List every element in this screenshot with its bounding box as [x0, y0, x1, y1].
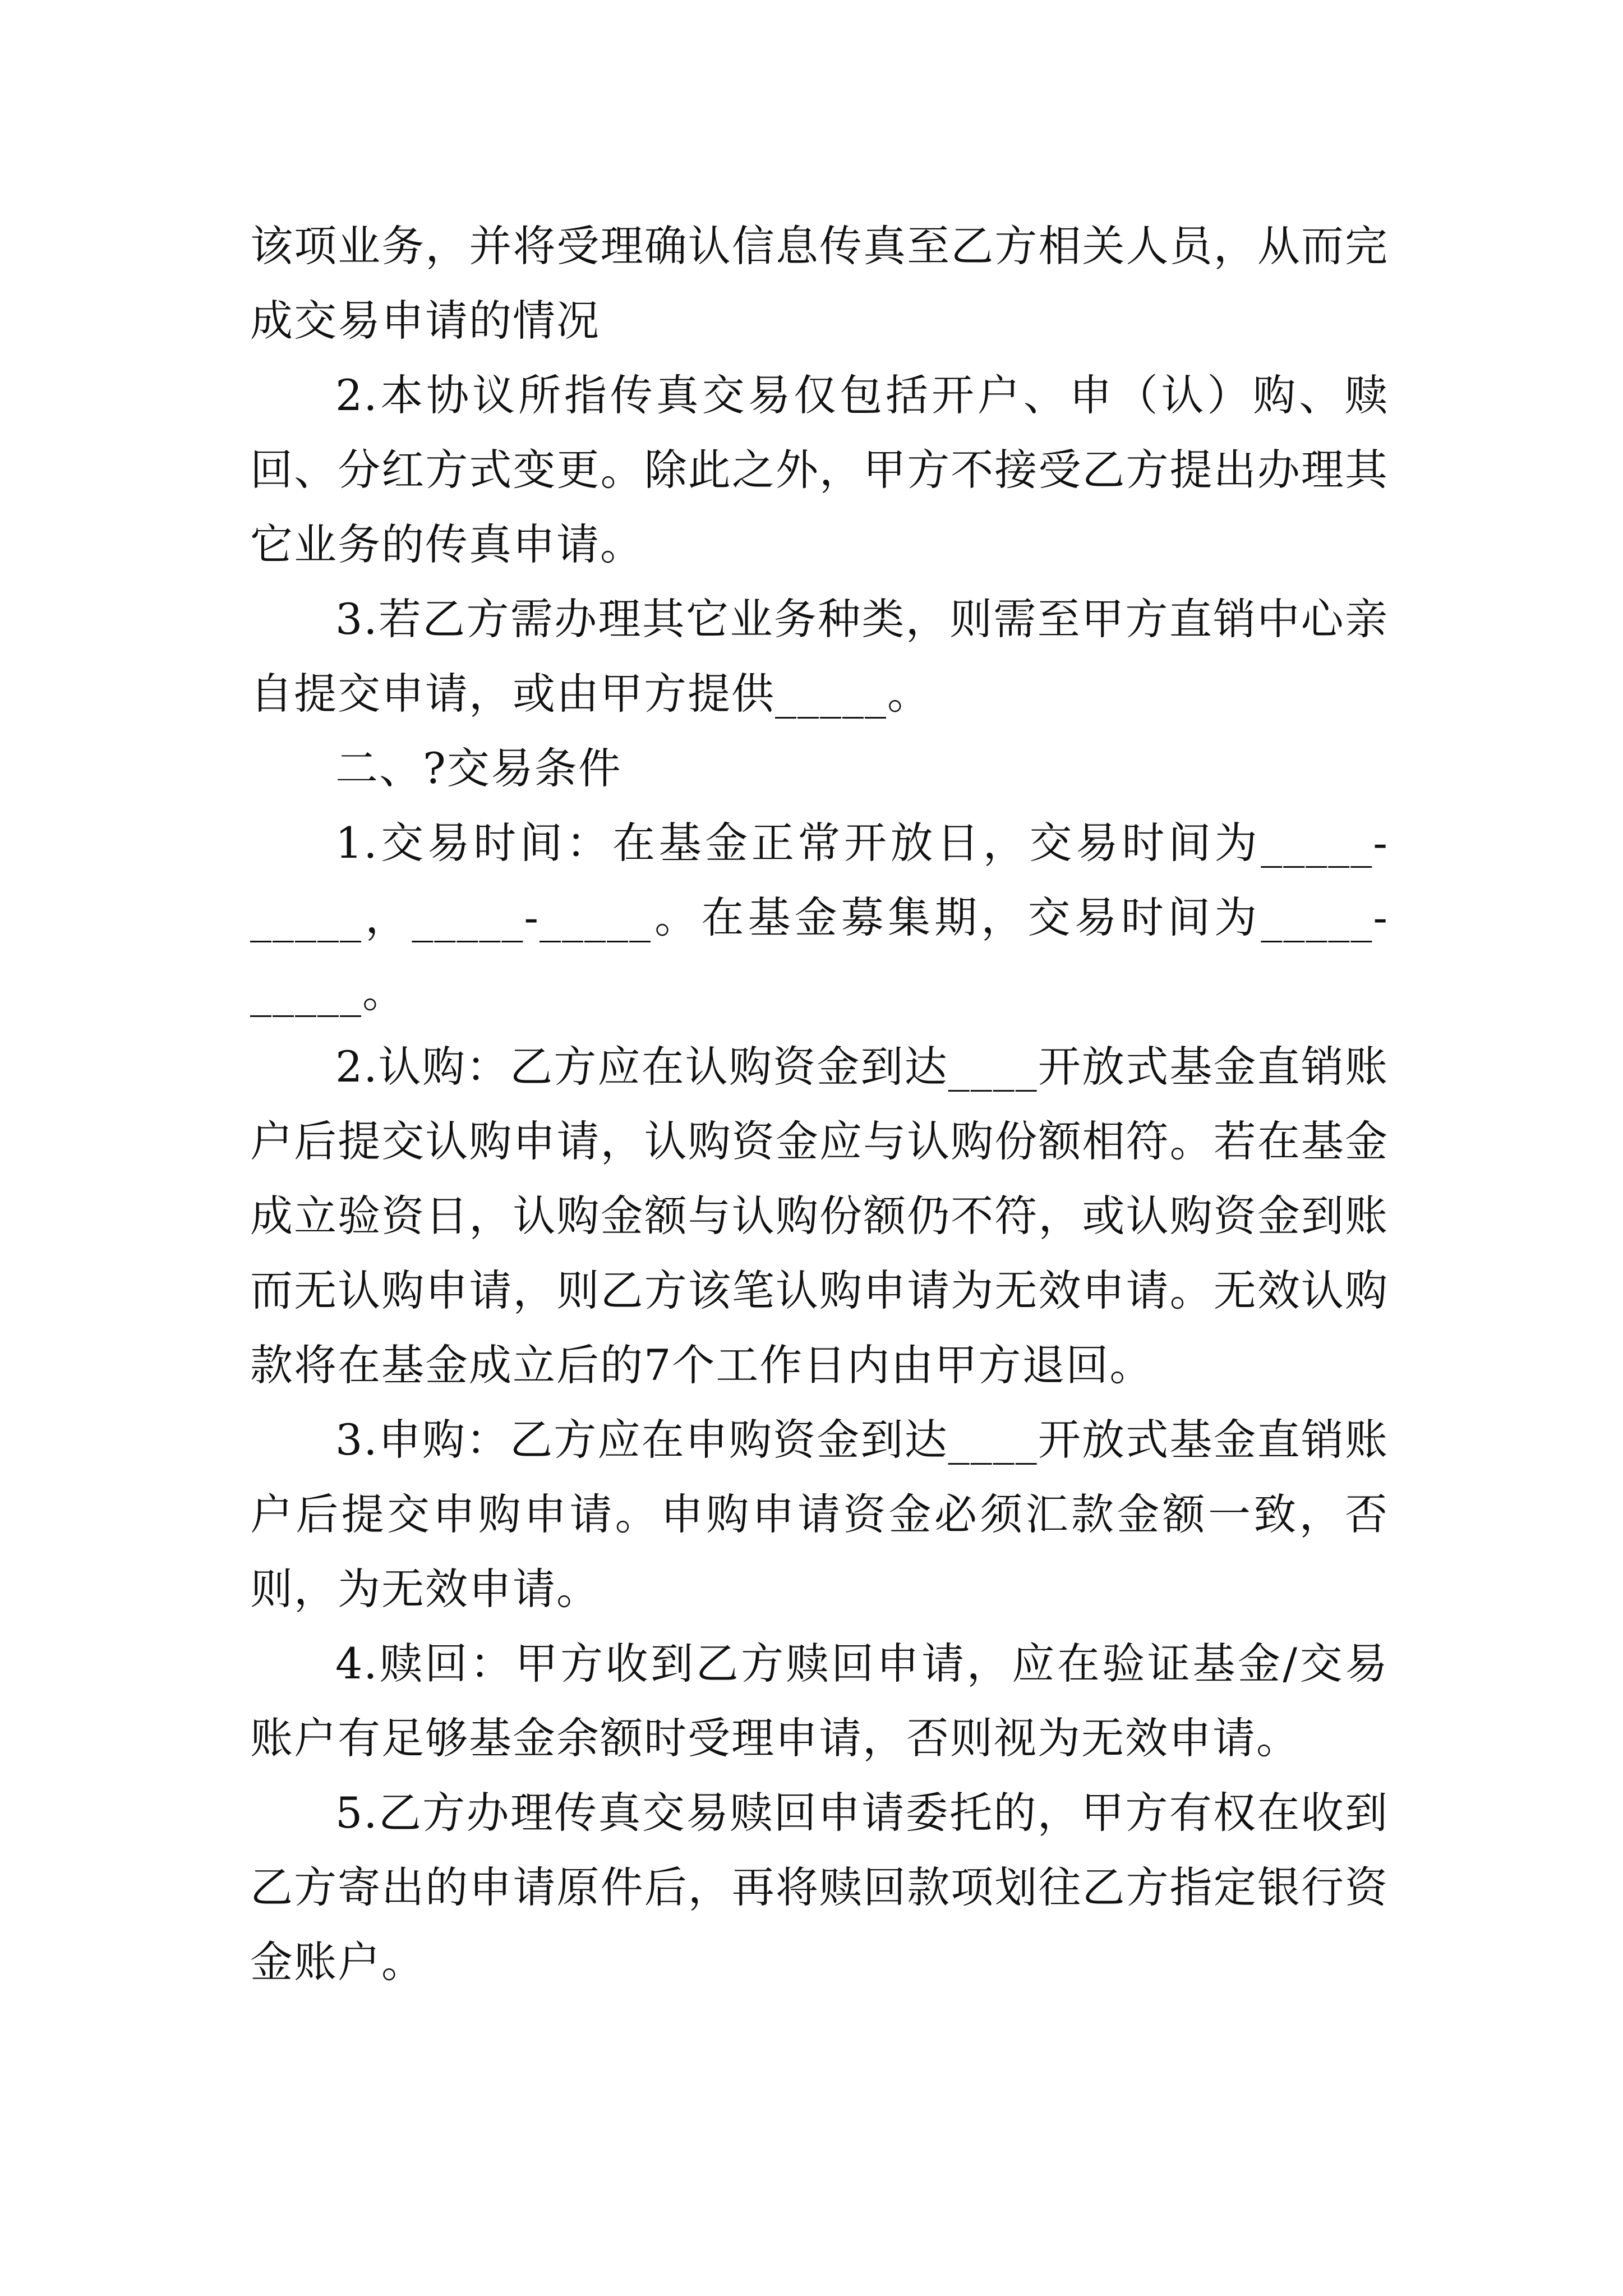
paragraph-continuation: 该项业务，并将受理确认信息传真至乙方相关人员，从而完成交易申请的情况 — [250, 221, 1389, 346]
paragraph-redemption: 4.赎回：甲方收到乙方赎回申请，应在验证基金/交易账户有足够基金余额时受理申请，否则视为无效申请。 — [250, 1639, 1389, 1763]
document-body — [250, 209, 1389, 1999]
paragraph-purchase: 3.申购：乙方应在申购资金到达____开放式基金直销账户后提交申购申请。申购申请资金必须汇款金额一致，否则，为无效申请。 — [250, 1415, 1389, 1614]
paragraph-item-3: 3.若乙方需办理其它业务种类，则需至甲方直销中心亲自提交申请，或由甲方提供_____。 — [250, 594, 1389, 719]
section-heading-trade-conditions: 二、?交易条件 — [335, 743, 622, 793]
paragraph-subscription: 2.认购：乙方应在认购资金到达____开放式基金直销账户后提交认购申请，认购资金应与认购份额相符。若在基金成立验资日，认购金额与认购份额仍不符，或认购资金到账而无认购申请，则乙方该笔认购申请为无效申请。无效认购款将在基金成立后的7个工作日内由甲方退回。 — [250, 1042, 1389, 1390]
paragraph-item-2: 2.本协议所指传真交易仅包括开户、申（认）购、赎回、分红方式变更。除此之外，甲方不接受乙方提出办理其它业务的传真申请。 — [250, 370, 1389, 569]
paragraph-fax-redemption: 5.乙方办理传真交易赎回申请委托的，甲方有权在收到乙方寄出的申请原件后，再将赎回款项划往乙方指定银行资金账户。 — [250, 1788, 1389, 1987]
paragraph-trade-time: 1.交易时间：在基金正常开放日，交易时间为_____-_____，_____-_____。在基金募集期，交易时间为_____-_____。 — [250, 818, 1389, 1017]
